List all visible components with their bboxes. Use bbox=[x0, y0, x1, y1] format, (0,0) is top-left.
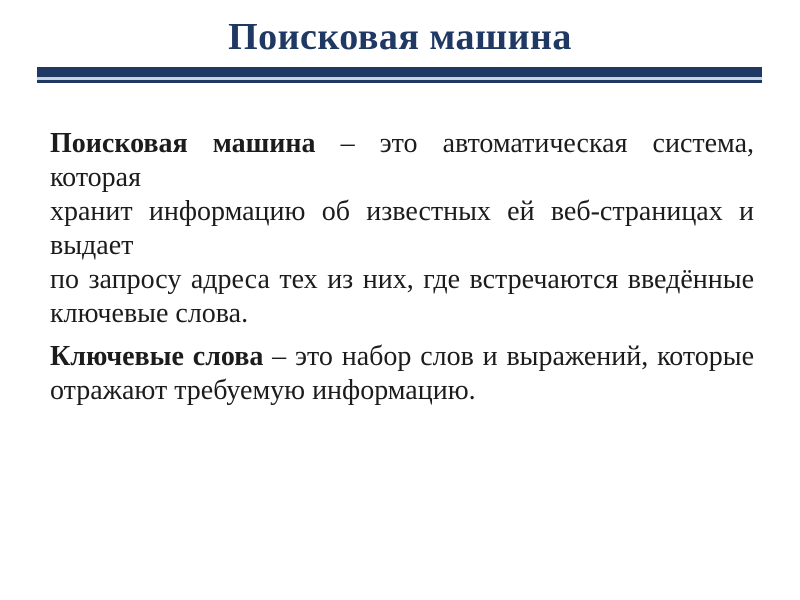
text-line bbox=[50, 127, 754, 195]
text-line: по запросу адреса тех из них, где встречаются введённые bbox=[50, 264, 754, 295]
divider-thick-bar bbox=[37, 67, 762, 77]
term-search-engine: Поисковая машина bbox=[50, 128, 316, 159]
text-line bbox=[50, 340, 754, 374]
term-keywords: Ключевые слова bbox=[50, 341, 264, 372]
divider-thin-line bbox=[37, 80, 762, 83]
definition-keywords bbox=[50, 340, 754, 408]
text-line: ключевые слова. bbox=[50, 298, 249, 329]
definition-text: – это набор слов и выражений, которые bbox=[263, 341, 755, 372]
title-divider bbox=[37, 67, 762, 83]
slide-title: Поисковая машина bbox=[228, 16, 572, 58]
text-line: отражают требуемую информацию. bbox=[50, 375, 476, 406]
text-line: хранит информацию об известных ей веб-страницах и выдает bbox=[50, 196, 754, 261]
definition-search-engine bbox=[50, 127, 754, 331]
definition-text: – это автоматическая система, которая bbox=[50, 128, 754, 193]
